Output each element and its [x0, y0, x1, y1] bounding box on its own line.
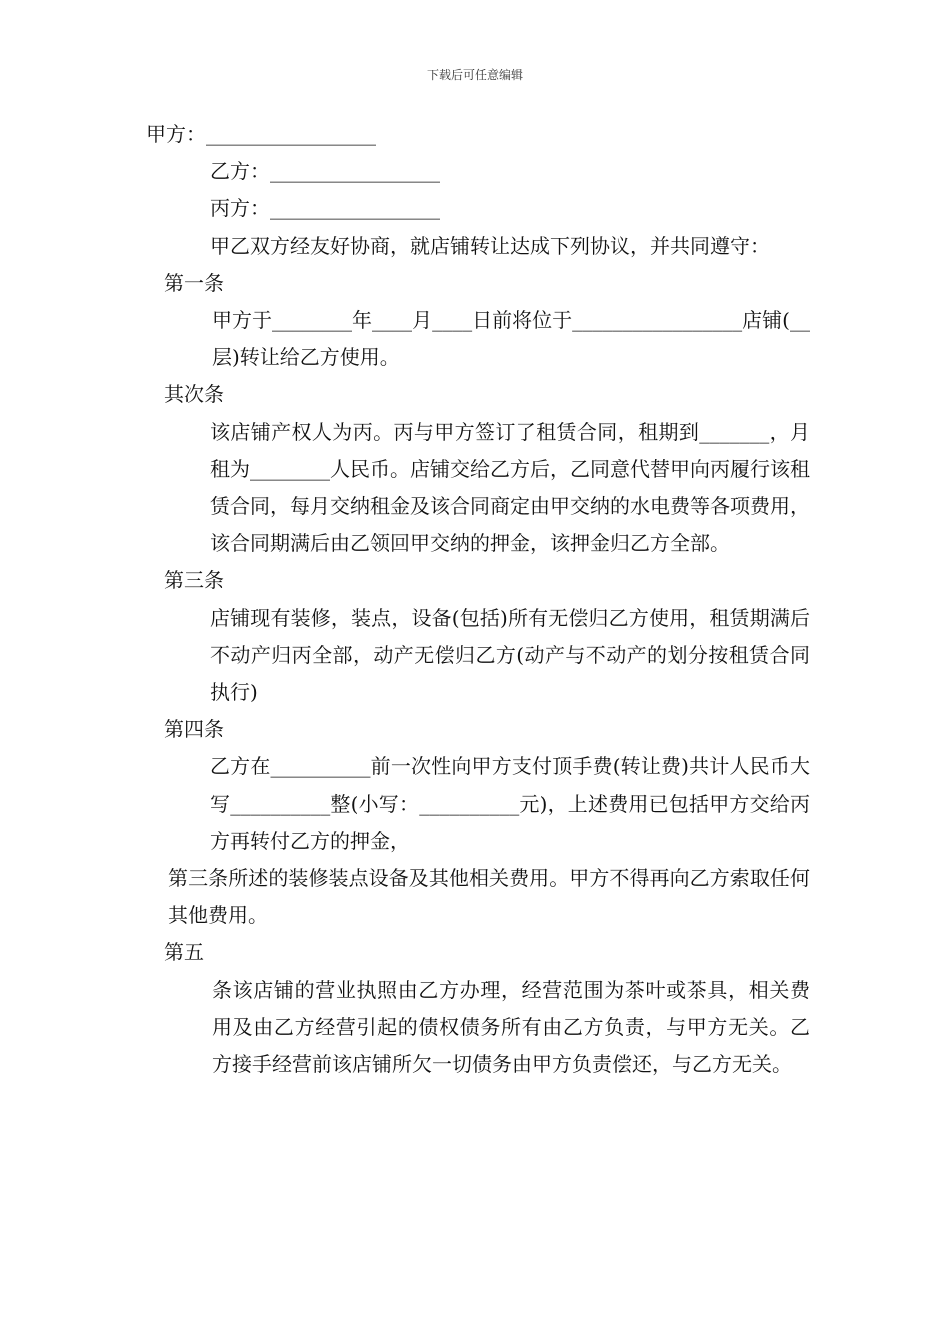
- article-4-continuation: 第三条所述的装修装点设备及其他相关费用。甲方不得再向乙方索取任何其他费用。: [168, 866, 810, 928]
- article-3-heading: 第三条: [164, 568, 224, 593]
- article-4-paragraph: 乙方在__________前一次性向甲方支付顶手费(转让费)共计人民币大写__________整(小写：__________元)，上述费用已包括甲方交给丙方再转付乙方的押金，: [210, 754, 810, 853]
- article-2-heading: 其次条: [164, 382, 224, 407]
- article-4-heading: 第四条: [164, 717, 224, 742]
- article-1-heading: 第一条: [164, 270, 224, 295]
- article-2-paragraph: 该店铺产权人为丙。丙与甲方签订了租赁合同，租期到_______，月租为________人民币。店铺交给乙方后，乙同意代替甲向丙履行该租赁合同，每月交纳租金及该合同商定由甲交纳的水电费等各项费用，该合同期满后由乙领回甲交纳的押金，该押金归乙方全部。: [210, 419, 810, 556]
- article-1-paragraph: 甲方于________年____月____日前将位于_________________店铺(__层)转让给乙方使用。: [212, 308, 810, 370]
- article-5-heading: 第五: [164, 940, 204, 965]
- party-b-line: 乙方：_________________: [210, 159, 440, 184]
- preamble-paragraph: 甲乙双方经友好协商，就店铺转让达成下列协议，并共同遵守：: [210, 233, 770, 258]
- article-5-paragraph: 条该店铺的营业执照由乙方办理，经营范围为茶叶或茶具，相关费用及由乙方经营引起的债权债务所有由乙方负责，与甲方无关。乙方接手经营前该店铺所欠一切债务由甲方负责偿还，与乙方无关。: [212, 977, 810, 1077]
- contract-body: [146, 116, 810, 1083]
- party-a-line: 甲方：_________________: [146, 122, 376, 146]
- article-3-paragraph: 店铺现有装修，装点，设备(包括)所有无偿归乙方使用，租赁期满后不动产归丙全部，动产无偿归乙方(动产与不动产的划分按租赁合同执行): [210, 605, 810, 705]
- page-header: 下载后可任意编辑: [426, 68, 523, 82]
- party-c-line: 丙方：_________________: [210, 196, 440, 221]
